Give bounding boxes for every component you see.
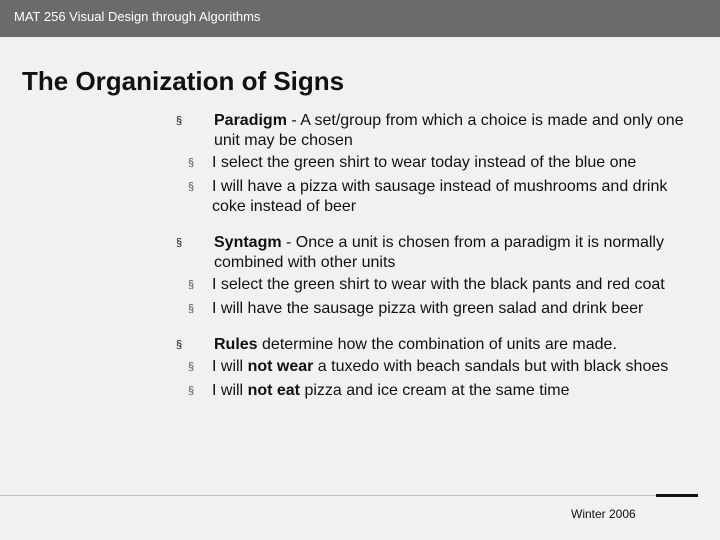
example-text: I will have a pizza with sausage instead of mushrooms and drink coke instead of beer — [212, 178, 668, 215]
definition: - A set/group from which a choice is made and only one unit may be chosen — [214, 112, 684, 149]
sub-list-item — [138, 299, 696, 319]
slide-title: The Organization of Signs — [22, 66, 345, 96]
list-item — [176, 111, 696, 151]
definition: determine how the combination of units are made. — [257, 336, 617, 353]
example-emphasis: not eat — [247, 382, 301, 399]
example-text-start: I will — [212, 358, 248, 375]
sub-list-item — [138, 177, 696, 217]
footer-accent-bar — [656, 494, 698, 497]
example-text: I will have the sausage pizza with green salad and drink beer — [212, 300, 644, 317]
example-text: I select the green shirt to wear with the black pants and red coat — [212, 276, 665, 293]
slide-content — [176, 111, 696, 417]
section-paradigm — [176, 111, 696, 217]
example-text-start: I will — [212, 382, 248, 399]
course-title: MAT 256 Visual Design through Algorithms — [14, 9, 261, 24]
bullet-icon: § — [176, 237, 183, 249]
bullet-icon: § — [188, 279, 195, 291]
sub-list-item — [138, 381, 696, 401]
example-emphasis: not wear — [247, 358, 314, 375]
bullet-icon: § — [176, 339, 183, 351]
term: Syntagm — [214, 234, 282, 251]
section-syntagm — [176, 233, 696, 319]
sub-list-item — [138, 153, 696, 173]
list-item — [176, 335, 696, 355]
bullet-icon: § — [188, 157, 195, 169]
term: Rules — [214, 336, 258, 353]
bullet-icon: § — [176, 115, 183, 127]
sub-list-item — [138, 275, 696, 295]
bullet-icon: § — [188, 385, 195, 397]
footer-divider — [0, 495, 656, 496]
header-bar — [0, 0, 720, 37]
term: Paradigm — [214, 112, 287, 129]
definition: - Once a unit is chosen from a paradigm it is normally combined with other units — [214, 234, 664, 271]
bullet-icon: § — [188, 181, 195, 193]
sub-list-item — [138, 357, 696, 377]
section-rules — [176, 335, 696, 401]
list-item — [176, 233, 696, 273]
example-text-end: a tuxedo with beach sandals but with black shoes — [313, 358, 669, 375]
bullet-icon: § — [188, 303, 195, 315]
footer-date: Winter 2006 — [571, 507, 636, 521]
example-text: I select the green shirt to wear today instead of the blue one — [212, 154, 637, 171]
example-text-end: pizza and ice cream at the same time — [300, 382, 570, 399]
bullet-icon: § — [188, 361, 195, 373]
